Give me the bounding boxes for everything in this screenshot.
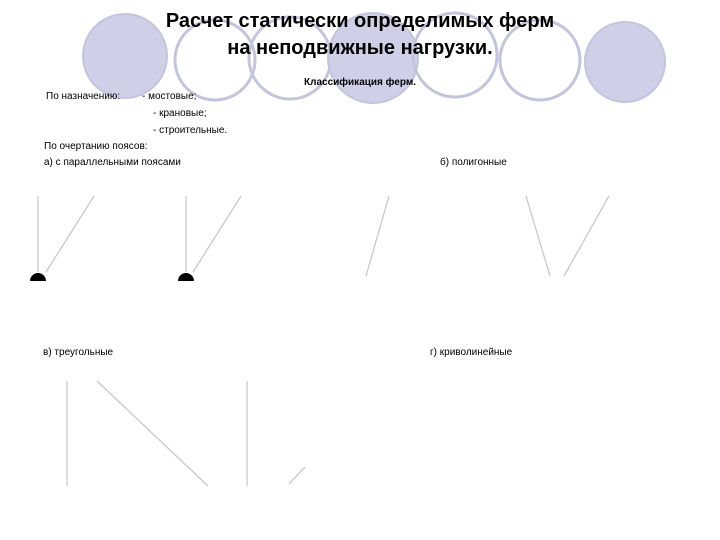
truss-diagonal-3 [97,381,208,486]
title-line-2: на неподвижные нагрузки. [227,37,493,59]
support-right [178,273,194,281]
truss-member-3 [564,196,609,276]
purpose-label: По назначению: [46,91,121,102]
purpose-item-bridge: - мостовые; [142,91,197,102]
triangular-truss-figure [67,381,305,486]
truss-member-1 [366,196,389,276]
support-left [30,273,46,281]
slide-subtitle: Классификация ферм. [304,77,416,88]
title-line-1: Расчет статически определимых ферм [165,10,555,32]
parallel-truss-figure [38,196,241,272]
purpose-item-building: - строительные. [153,125,228,136]
outline-parallel: а) с параллельными поясами [44,157,181,168]
outline-polygonal: б) полигонные [440,157,507,168]
truss-diagonal-2 [193,196,241,272]
purpose-item-crane: - крановые; [153,108,207,119]
truss-diagonal-1 [46,196,94,272]
outline-curved: г) криволинейные [430,347,513,358]
outline-triangular: в) треугольные [43,347,114,358]
truss-member-2 [526,196,550,276]
polygonal-truss-figure [366,196,609,276]
outline-label: По очертанию поясов: [44,141,148,152]
truss-diagonal-4 [289,467,305,484]
